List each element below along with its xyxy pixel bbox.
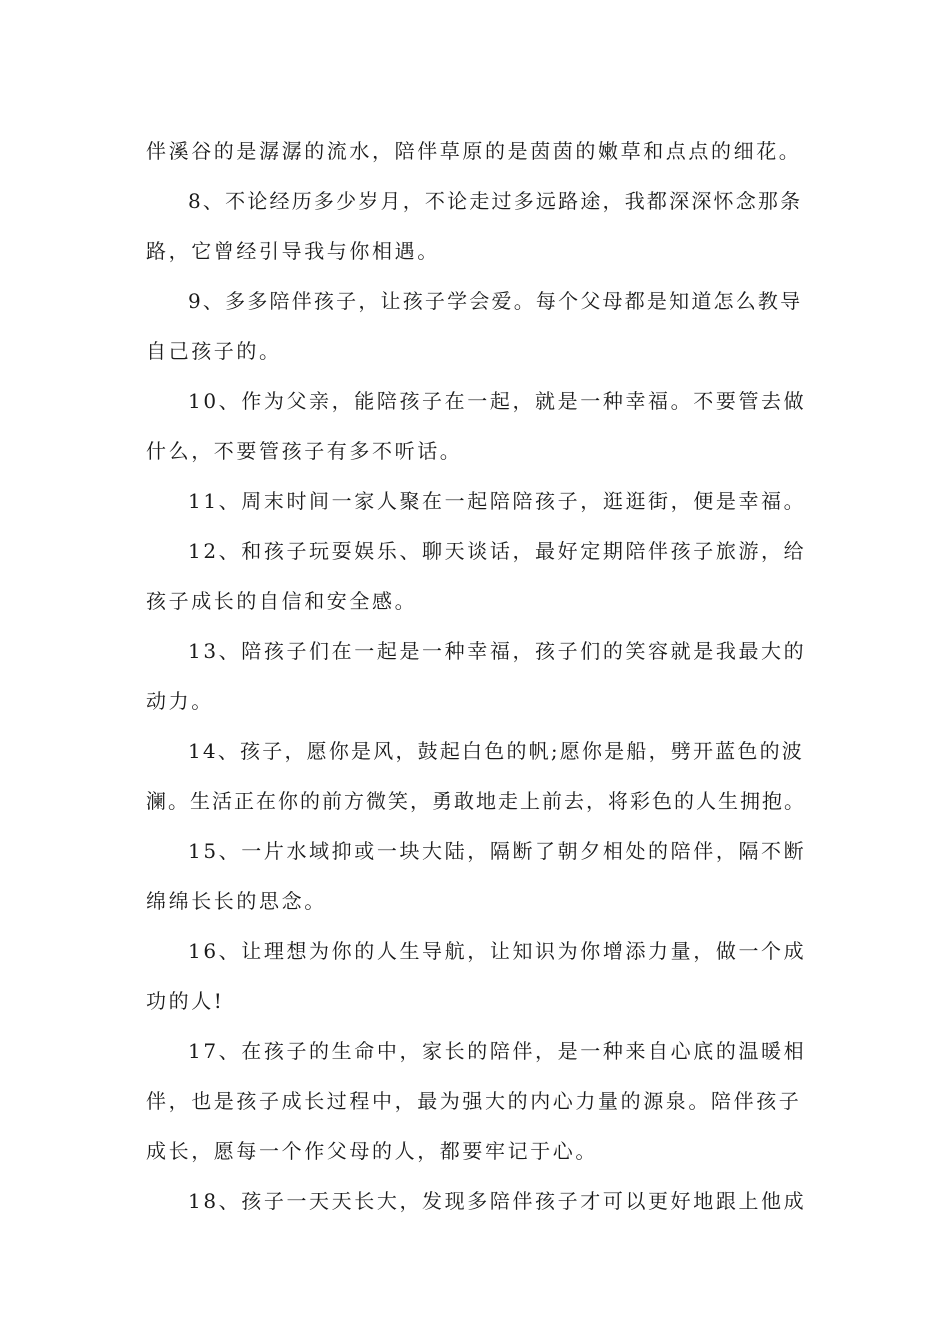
text-line-2: 8、不论经历多少岁月，不论走过多远路途，我都深深怀念那条 <box>188 189 803 213</box>
text-line-12: 动力。 <box>146 689 214 713</box>
text-line-3: 路，它曾经引导我与你相遇。 <box>146 239 440 263</box>
text-line-13: 14、孩子，愿你是风，鼓起白色的帆;愿你是船，劈开蓝色的波 <box>188 739 804 763</box>
text-line-16: 绵绵长长的思念。 <box>146 889 327 913</box>
text-line-1: 伴溪谷的是潺潺的流水，陪伴草原的是茵茵的嫩草和点点的细花。 <box>146 139 802 163</box>
text-line-8: 11、周末时间一家人聚在一起陪陪孩子，逛逛街，便是幸福。 <box>188 489 807 513</box>
text-line-10: 孩子成长的自信和安全感。 <box>146 589 418 613</box>
text-line-15: 15、一片水域抑或一块大陆，隔断了朝夕相处的陪伴，隔不断 <box>188 839 807 863</box>
text-line-5: 自己孩子的。 <box>146 339 282 363</box>
text-line-21: 成长，愿每一个作父母的人，都要牢记于心。 <box>146 1139 598 1163</box>
text-line-11: 13、陪孩子们在一起是一种幸福，孩子们的笑容就是我最大的 <box>188 639 807 663</box>
text-line-19: 17、在孩子的生命中，家长的陪伴，是一种来自心底的温暖相 <box>188 1039 807 1063</box>
text-line-9: 12、和孩子玩耍娱乐、聊天谈话，最好定期陪伴孩子旅游，给 <box>188 539 807 563</box>
text-line-18: 功的人! <box>146 989 225 1013</box>
text-line-14: 澜。生活正在你的前方微笑，勇敢地走上前去，将彩色的人生拥抱。 <box>146 789 806 813</box>
text-line-22: 18、孩子一天天长大，发现多陪伴孩子才可以更好地跟上他成 <box>188 1189 807 1213</box>
text-line-4: 9、多多陪伴孩子，让孩子学会爱。每个父母都是知道怎么教导 <box>188 289 803 313</box>
text-line-7: 什么，不要管孩子有多不听话。 <box>146 439 463 463</box>
text-line-17: 16、让理想为你的人生导航，让知识为你增添力量，做一个成 <box>188 939 807 963</box>
text-line-6: 10、作为父亲，能陪孩子在一起，就是一种幸福。不要管去做 <box>188 389 807 413</box>
text-line-20: 伴，也是孩子成长过程中，最为强大的内心力量的源泉。陪伴孩子 <box>146 1089 802 1113</box>
